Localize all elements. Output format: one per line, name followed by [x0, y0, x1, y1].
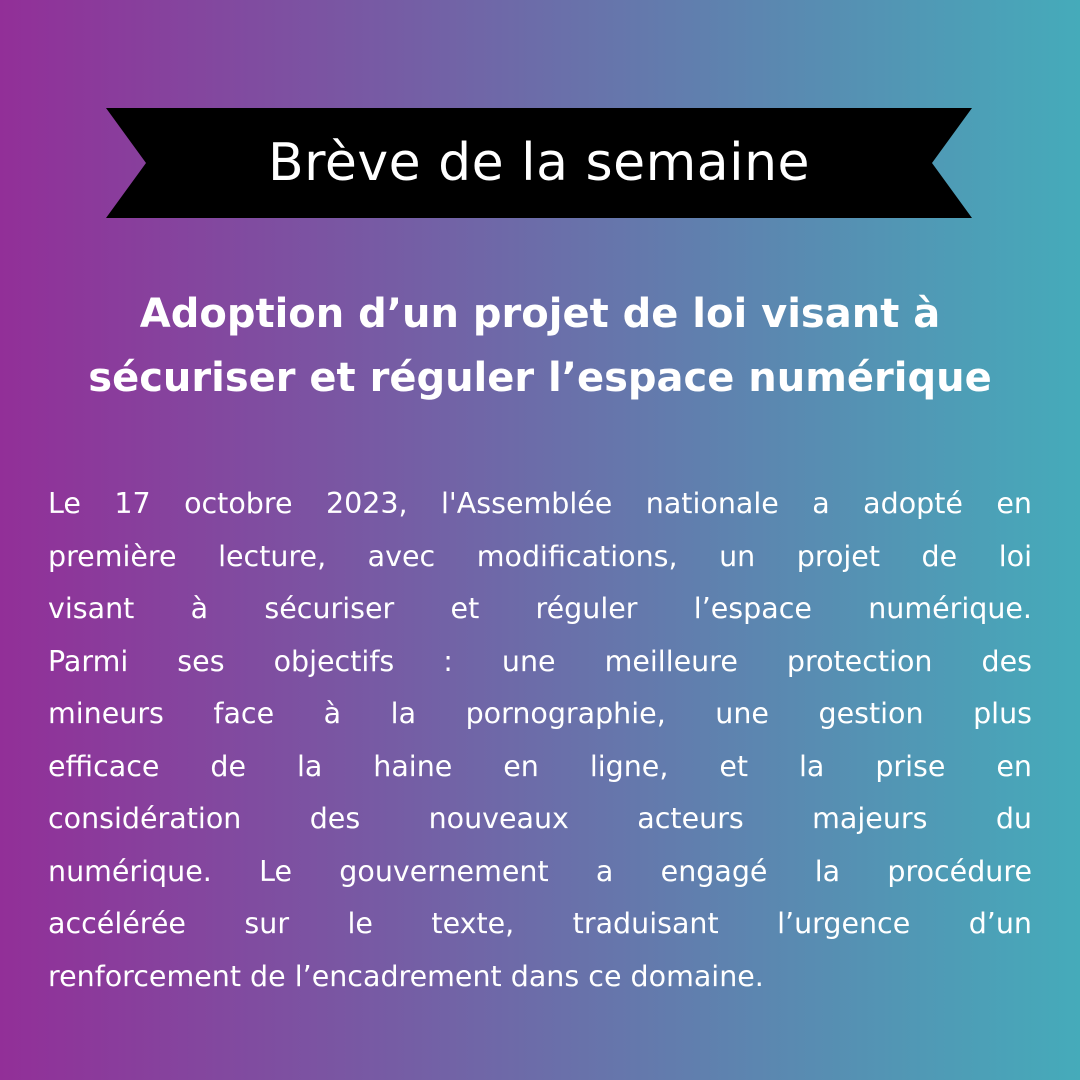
body-line: renforcement de l’encadrement dans ce domaine.	[48, 959, 764, 993]
body-line: accélérée sur le texte, traduisant l’urgence d’un	[48, 907, 1032, 940]
body-line: première lecture, avec modifications, un projet de loi	[48, 539, 1032, 573]
body-line: numérique. Le gouvernement a engagé la procédure	[48, 854, 1032, 888]
article-body	[48, 478, 1032, 1003]
body-line: visant à sécuriser et réguler l’espace numérique.	[48, 592, 1032, 625]
headline	[30, 282, 1050, 410]
body-line: Parmi ses objectifs : une meilleure protection des	[48, 644, 1032, 678]
headline-line: sécuriser et réguler l’espace numérique	[88, 355, 992, 401]
banner-title: Brève de la semaine	[267, 133, 811, 193]
body-line: Le 17 octobre 2023, l'Assemblée nationale a adopté en	[48, 487, 1032, 520]
headline-line: Adoption d’un projet de loi visant à	[139, 291, 941, 337]
body-line: considération des nouveaux acteurs majeurs du	[48, 802, 1032, 835]
body-line: efficace de la haine en ligne, et la prise en	[48, 749, 1032, 783]
ribbon-banner	[106, 108, 972, 218]
body-line: mineurs face à la pornographie, une gestion plus	[48, 697, 1032, 730]
